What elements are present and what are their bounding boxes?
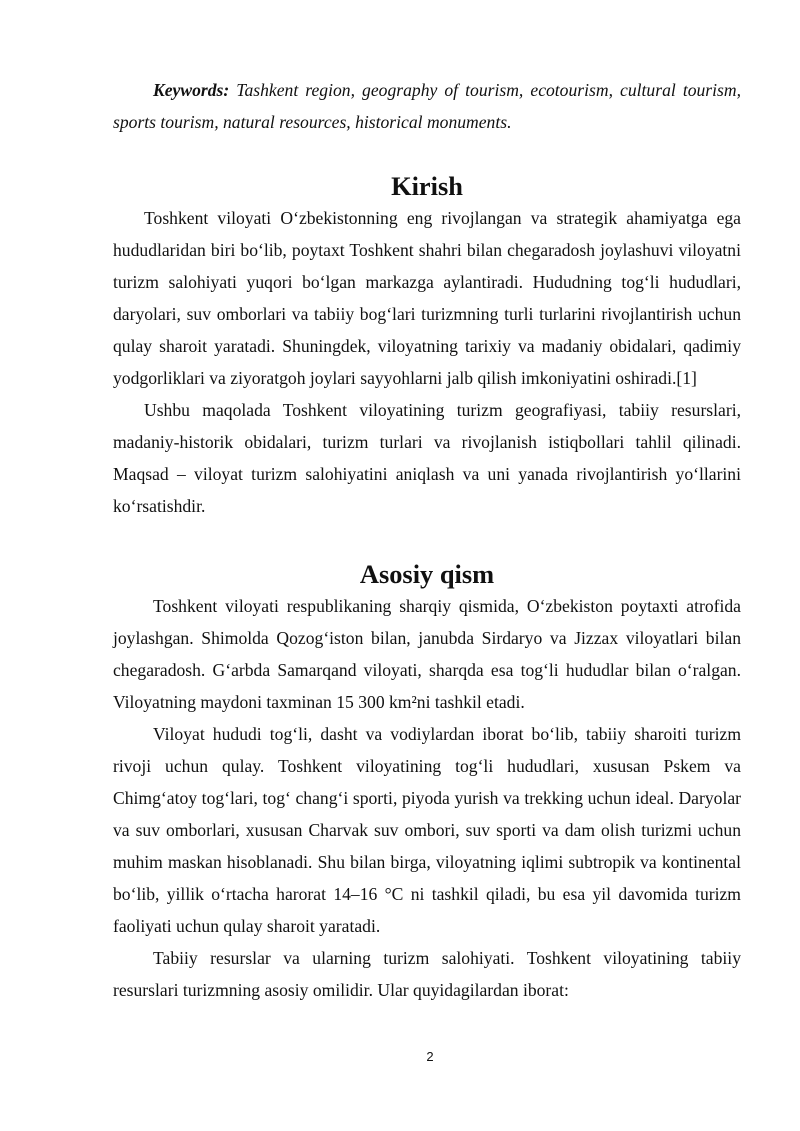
keywords-text: Tashkent region, geography of tourism, ecotourism, cultural tourism, sports tourism, natural resources, historical monuments. bbox=[113, 80, 741, 132]
keywords-paragraph bbox=[113, 74, 741, 138]
introduction-paragraph-2: Ushbu maqolada Toshkent viloyatining turizm geografiyasi, tabiiy resurslari, madaniy-historik obidalari, turizm turlari va rivojlanish istiqbollari tahlil qilinadi. Maqsad – viloyat turizm salohiyatini aniqlash va uni yanada rivojlantirish yo‘llarini ko‘rsatishdir. bbox=[113, 400, 741, 516]
document-page bbox=[113, 74, 741, 1006]
spacer bbox=[113, 138, 741, 170]
keywords-label: Keywords: bbox=[153, 80, 230, 100]
main-part-heading: Asosiy qism bbox=[359, 559, 495, 589]
main-part-paragraph-1: Toshkent viloyati respublikaning sharqiy qismida, O‘zbekiston poytaxti atrofida joylashgan. Shimolda Qozog‘iston bilan, janubda Sirdaryo va Jizzax viloyatlari bilan chegaradosh. G‘arbda Samarqand viloyati, sharqda esa tog‘li hududlar bilan o‘ralgan. Viloyatning maydoni taxminan 15 300 km²ni tashkil etadi. bbox=[113, 596, 741, 712]
main-part-paragraph-3: Tabiiy resurslar va ularning turizm salohiyati. Toshkent viloyatining tabiiy resurslari turizmning asosiy omilidir. Ular quyidagilardan iborat: bbox=[113, 948, 741, 1000]
spacer bbox=[113, 522, 741, 554]
page-number: 2 bbox=[426, 1049, 434, 1064]
introduction-paragraph-1: Toshkent viloyati O‘zbekistonning eng rivojlangan va strategik ahamiyatga ega hududlaridan biri bo‘lib, poytaxt Toshkent shahri bilan chegaradosh joylashuvi viloyatni turizm salohiyati yuqori bo‘lgan markazga aylantiradi. Hududning tog‘li hududlari, daryolari, suv omborlari va tabiiy bog‘lari turizmning turli turlarini rivojlantirish uchun qulay sharoit yaratadi. Shuningdek, viloyatning tarixiy va madaniy obidalari, qadimiy yodgorliklari va ziyoratgoh joylari sayyohlarni jalb qilish imkoniyatini oshiradi.[1] bbox=[113, 208, 741, 388]
main-part-paragraph-2: Viloyat hududi tog‘li, dasht va vodiylardan iborat bo‘lib, tabiiy sharoiti turizm rivoji uchun qulay. Toshkent viloyatining tog‘li hududlari, xususan Pskem va Chimg‘atoy tog‘lari, tog‘ chang‘i sporti, piyoda yurish va trekking uchun ideal. Daryolar va suv omborlari, xususan Charvak suv ombori, suv sporti va dam olish turizmi uchun muhim maskan hisoblanadi. Shu bilan birga, viloyatning iqlimi subtropik va kontinental bo‘lib, yillik o‘rtacha harorat 14–16 °C ni tashkil qiladi, bu esa yil davomida turizm faoliyati uchun qulay sharoit yaratadi. bbox=[113, 724, 741, 936]
introduction-heading: Kirish bbox=[391, 171, 463, 201]
